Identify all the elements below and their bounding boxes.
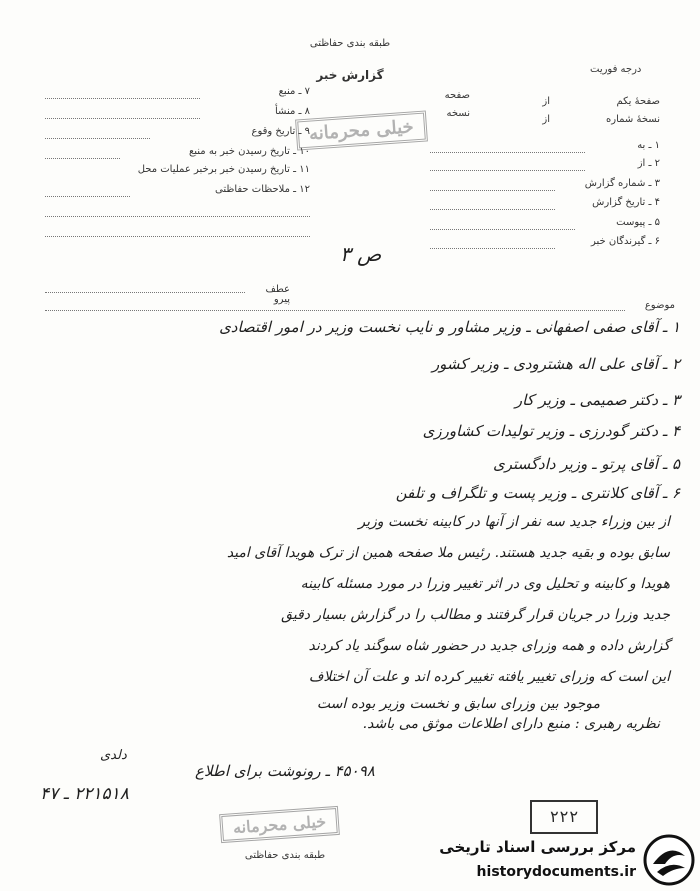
list-item: ۴ ـ دکتر گودرزی ـ وزیر تولیدات کشاورزی: [422, 422, 680, 440]
of-label: از: [542, 96, 550, 107]
paragraph-line: گزارش داده و همه وزرای جدید در حضور شاه سوگند یاد کردند: [308, 638, 670, 654]
field-line: [45, 138, 150, 139]
paragraph-line: جدید وزرا در جریان قرار گرفتند و مطالب را در گزارش بسیار دقیق: [281, 607, 670, 623]
field-report-number: ۳ ـ شماره گزارش: [584, 178, 660, 189]
field-source: ۷ ـ منبع: [278, 86, 310, 97]
field-from: ۲ ـ از: [637, 158, 660, 169]
field-line: [45, 216, 310, 217]
copy-label: نسخه: [446, 108, 470, 119]
of-label: از: [542, 114, 550, 125]
archive-site: historydocuments.ir: [476, 864, 636, 880]
archive-logo-icon: [643, 834, 695, 886]
paragraph-line: سابق بوده و بقیه جدید هستند. رئیس ملا صفحه همین از ترک هویدا آقای امید: [226, 545, 670, 561]
paragraph-line: موجود بین وزرای سابق و نخست وزیر بوده است: [316, 696, 600, 712]
document-number: ۲۲۱۵۱۸ ـ ۴۷: [40, 784, 129, 804]
archive-org-name: مرکز بررسی اسناد تاریخی: [439, 838, 636, 856]
field-line: [430, 190, 555, 191]
follow-label: پیرو: [273, 294, 290, 305]
classification-stamp-bottom: خیلی محرمانه: [219, 806, 340, 843]
field-line: [45, 236, 310, 237]
paragraph-line: این است که وزرای تغییر یافته تغییر کرده اند و علت آن اختلاف: [308, 669, 670, 685]
field-line: [45, 158, 120, 159]
page-one-label: صفحهٔ یکم: [616, 96, 660, 107]
classification-footer: طبقه بندی حفاظتی: [244, 850, 326, 861]
classification-stamp-top: خیلی محرمانه: [295, 110, 428, 150]
priority-label: درجه فوریت: [590, 64, 642, 75]
ref-label: عطف: [265, 284, 290, 295]
field-line: [45, 118, 200, 119]
list-item: ۵ ـ آقای پرتو ـ وزیر دادگستری: [492, 455, 680, 473]
subject-line: [45, 310, 625, 311]
field-origin: ۸ ـ منشأ: [274, 106, 310, 117]
date-note: دلدی: [100, 748, 127, 763]
field-occurrence-date: ۹ ـ تاریخ وقوع: [251, 126, 310, 137]
field-report-date: ۴ ـ تاریخ گزارش: [592, 197, 660, 208]
ref-line: [45, 292, 245, 293]
field-line: [430, 248, 555, 249]
list-item: ۳ ـ دکتر صمیمی ـ وزیر کار: [514, 391, 680, 409]
field-receive-date-source: ۱۰ ـ تاریخ رسیدن خبر به منبع: [188, 146, 310, 157]
field-recipients: ۶ ـ گیرندگان خبر: [590, 236, 660, 247]
field-attachment: ۵ ـ پیوست: [616, 217, 660, 228]
field-receive-date-ops: ۱۱ ـ تاریخ رسیدن خبر برخبر عملیات محل: [137, 164, 310, 175]
subject-label: موضوع: [644, 300, 675, 311]
field-to: ۱ ـ به: [637, 140, 660, 151]
page-mark: ص ۳: [340, 242, 382, 266]
report-title: گزارش خبر: [316, 68, 384, 82]
archive-watermark: [405, 832, 700, 891]
paragraph-line: هویدا و کابینه و تحلیل وی در اثر تغییر وزرا در مورد مسئله کابینه: [300, 576, 670, 592]
field-line: [430, 170, 585, 171]
list-item: ۶ ـ آقای کلانتری ـ وزیر پست و تلگراف و تلفن: [395, 484, 680, 502]
source-assessment: نظریه رهبری : منبع دارای اطلاعات موثق می باشد.: [362, 716, 660, 732]
field-security-notes: ۱۲ ـ ملاحظات حفاظتی: [215, 184, 310, 195]
page-label: صفحه: [444, 90, 470, 101]
copy-number-label: نسخهٔ شماره: [606, 114, 660, 125]
field-line: [430, 152, 585, 153]
list-item: ۲ ـ آقای علی اله هشترودی ـ وزیر کشور: [431, 355, 680, 373]
list-item: ۱ ـ آقای صفی اصفهانی ـ وزیر مشاور و نایب نخست وزیر در امور اقتصادی: [219, 318, 680, 336]
copy-distribution-note: ۴۵۰۹۸ ـ رونوشت برای اطلاع: [195, 762, 375, 780]
archive-number-box: ۲۲۲: [530, 800, 598, 834]
field-line: [45, 196, 130, 197]
field-line: [430, 229, 575, 230]
paragraph-line: از بین وزراء جدید سه نفر از آنها در کابینه نخست وزیر: [358, 514, 670, 530]
classification-header: طبقه بندی حفاظتی: [309, 38, 391, 49]
field-line: [45, 98, 200, 99]
field-line: [430, 209, 555, 210]
